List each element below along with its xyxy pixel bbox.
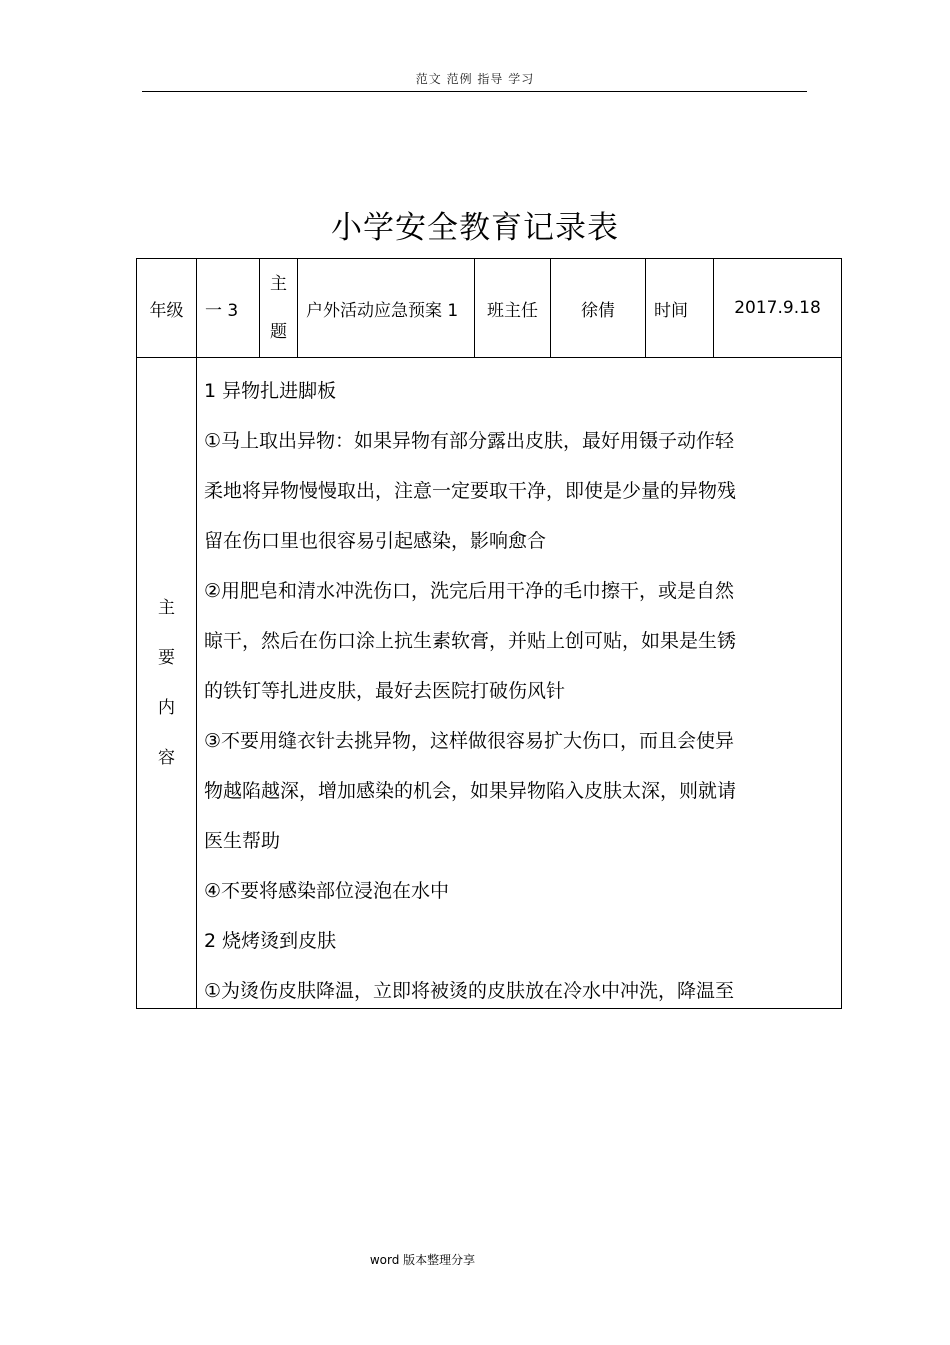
- content-line: ①马上取出异物：如果异物有部分露出皮肤，最好用镊子动作轻: [204, 430, 735, 452]
- content-line: 医生帮助: [204, 830, 281, 852]
- content-line: 的铁钉等扎进皮肤，最好去医院打破伤风针: [204, 680, 566, 702]
- main-label-char: 内: [158, 698, 175, 718]
- content-row: [137, 358, 842, 1009]
- content-line: 留在伤口里也很容易引起感染，影响愈合: [204, 530, 547, 552]
- content-line: ②用肥皂和清水冲洗伤口，洗完后用干净的毛巾擦干，或是自然: [204, 580, 735, 602]
- time-label: 时间: [646, 259, 714, 358]
- grade-value: 一 3: [197, 259, 260, 358]
- document-title: 小学安全教育记录表: [331, 210, 619, 246]
- topic-value: 户外活动应急预案 1: [298, 259, 475, 358]
- main-label-char: 主: [158, 598, 175, 618]
- topic-label-char-1: 主: [270, 274, 287, 294]
- main-label-char: 容: [158, 748, 175, 768]
- content-line: 2 烧烤烫到皮肤: [204, 930, 337, 952]
- content-line: ①为烫伤皮肤降温，立即将被烫的皮肤放在冷水中冲洗，降温至: [204, 980, 735, 1002]
- time-value: 2017.9.18: [714, 259, 842, 358]
- topic-label-char-2: 题: [270, 322, 287, 342]
- main-content-label: [137, 358, 197, 1009]
- content-line: ④不要将感染部位浸泡在水中: [204, 880, 450, 902]
- content-line: ③不要用缝衣针去挑异物，这样做很容易扩大伤口，而且会使异: [204, 730, 735, 752]
- content-body: [197, 358, 841, 1008]
- main-label-char: 要: [158, 648, 175, 668]
- grade-label: 年级: [137, 259, 197, 358]
- main-content: [197, 358, 842, 1009]
- content-line: 物越陷越深，增加感染的机会，如果异物陷入皮肤太深，则就请: [204, 780, 737, 802]
- content-line: 柔地将异物慢慢取出，注意一定要取干净，即使是少量的异物残: [204, 480, 737, 502]
- teacher-value: 徐倩: [551, 259, 646, 358]
- teacher-label: 班主任: [475, 259, 551, 358]
- record-table: [136, 258, 842, 1009]
- topic-label: [260, 259, 298, 358]
- header-divider: [142, 91, 807, 92]
- content-line: 1 异物扎进脚板: [204, 380, 337, 402]
- page-footer: word 版本整理分享: [369, 1253, 476, 1267]
- header-row: [137, 259, 842, 358]
- content-line: 晾干，然后在伤口涂上抗生素软膏，并贴上创可贴，如果是生锈: [204, 630, 737, 652]
- page-header: 范文 范例 指导 学习: [415, 72, 535, 86]
